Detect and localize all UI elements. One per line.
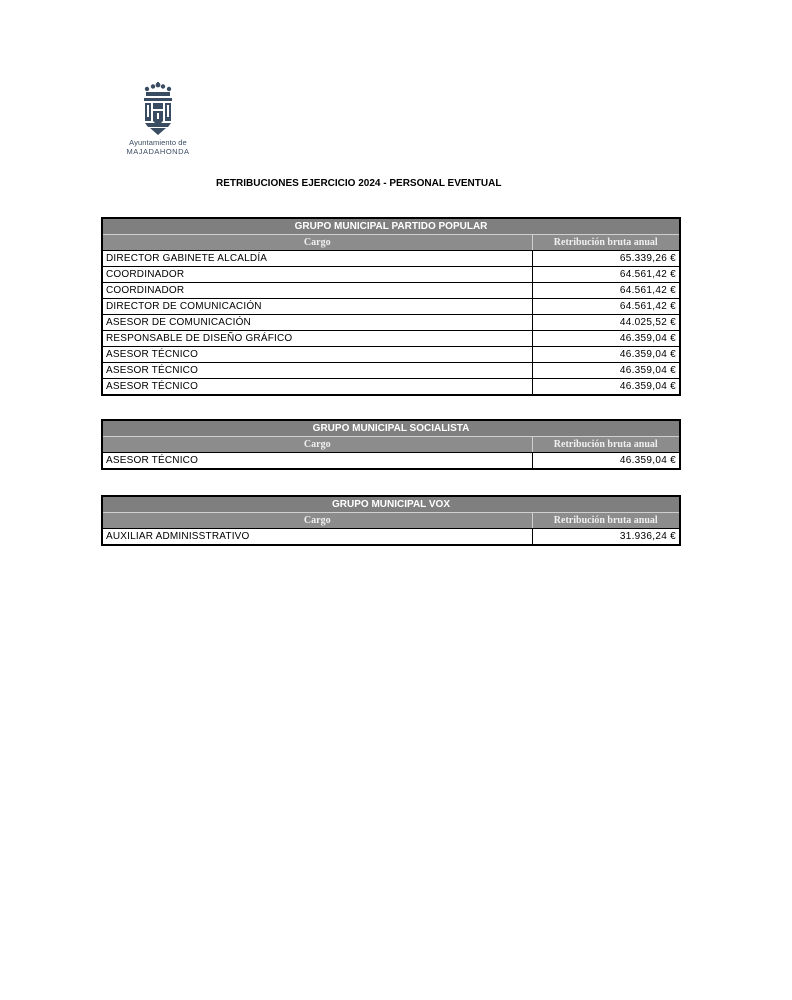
amount-cell: 46.359,04 € [532, 379, 680, 396]
column-header-cargo: Cargo [102, 437, 532, 453]
cargo-cell: ASESOR TÉCNICO [102, 379, 532, 396]
amount-cell: 64.561,42 € [532, 283, 680, 299]
group-title: GRUPO MUNICIPAL VOX [102, 496, 680, 513]
table-row [102, 453, 680, 470]
cargo-cell: ASESOR TÉCNICO [102, 347, 532, 363]
table-row [102, 529, 680, 546]
column-header-cargo: Cargo [102, 513, 532, 529]
document-title: RETRIBUCIONES EJERCICIO 2024 - PERSONAL EVENTUAL [216, 178, 502, 189]
amount-cell: 64.561,42 € [532, 299, 680, 315]
column-header-retribucion: Retribución bruta anual [532, 235, 680, 251]
amount-cell: 46.359,04 € [532, 347, 680, 363]
column-header-retribucion: Retribución bruta anual [532, 513, 680, 529]
column-header-cargo: Cargo [102, 235, 532, 251]
group-table-vox [101, 495, 681, 546]
amount-cell: 65.339,26 € [532, 251, 680, 267]
group-table-partido-popular [101, 217, 681, 396]
column-header-retribucion: Retribución bruta anual [532, 437, 680, 453]
table-row [102, 299, 680, 315]
table-row [102, 347, 680, 363]
cargo-cell: DIRECTOR DE COMUNICACIÓN [102, 299, 532, 315]
table-row [102, 363, 680, 379]
cargo-cell: COORDINADOR [102, 267, 532, 283]
amount-cell: 64.561,42 € [532, 267, 680, 283]
amount-cell: 46.359,04 € [532, 453, 680, 470]
amount-cell: 46.359,04 € [532, 363, 680, 379]
table-row [102, 283, 680, 299]
amount-cell: 44.025,52 € [532, 315, 680, 331]
logo-text-line2: MAJADAHONDA [126, 147, 190, 156]
table-row [102, 315, 680, 331]
cargo-cell: DIRECTOR GABINETE ALCALDÍA [102, 251, 532, 267]
municipal-logo [118, 82, 198, 158]
logo-text-line1: Ayuntamiento de [129, 138, 187, 147]
amount-cell: 46.359,04 € [532, 331, 680, 347]
amount-cell: 31.936,24 € [532, 529, 680, 546]
cargo-cell: AUXILIAR ADMINISSTRATIVO [102, 529, 532, 546]
table-row [102, 379, 680, 396]
table-row [102, 251, 680, 267]
group-title: GRUPO MUNICIPAL SOCIALISTA [102, 420, 680, 437]
table-row [102, 331, 680, 347]
cargo-cell: ASESOR DE COMUNICACIÓN [102, 315, 532, 331]
cargo-cell: RESPONSABLE DE DISEÑO GRÁFICO [102, 331, 532, 347]
cargo-cell: COORDINADOR [102, 283, 532, 299]
cargo-cell: ASESOR TÉCNICO [102, 363, 532, 379]
cargo-cell: ASESOR TÉCNICO [102, 453, 532, 470]
table-row [102, 267, 680, 283]
group-table-socialista [101, 419, 681, 470]
group-title: GRUPO MUNICIPAL PARTIDO POPULAR [102, 218, 680, 235]
coat-of-arms-icon [141, 82, 175, 136]
